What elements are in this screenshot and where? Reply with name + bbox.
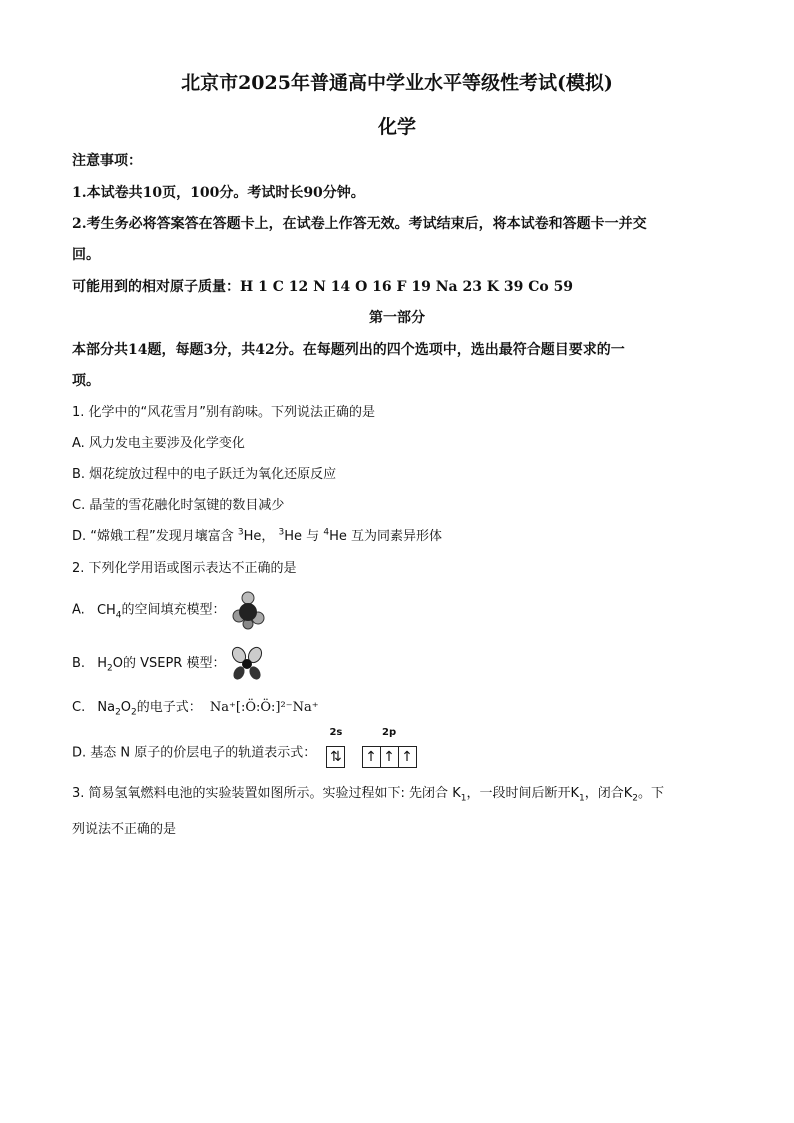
subject-title: 化学 <box>377 116 416 138</box>
q2-a-label: A. <box>72 602 85 618</box>
k1-symbol <box>452 786 467 804</box>
na2o2-formula-sub-na: 2 <box>115 707 121 718</box>
q2-b-text: 的 VSEPR 模型： <box>122 656 226 671</box>
q1-option-a: A. 风力发电主要涉及化学变化 <box>72 436 245 451</box>
q2-option-b <box>72 644 264 684</box>
q2-option-a <box>72 590 266 630</box>
q2-c-label: C. <box>72 700 86 715</box>
q1-option-d <box>72 525 442 544</box>
q3-text-c: ，闭合 <box>584 786 624 801</box>
part-1-intro-line-2: 项。 <box>72 373 100 389</box>
n-valence-orbital-diagram <box>326 728 416 778</box>
notice-item-2-line-2: 回。 <box>72 247 100 263</box>
k2-symbol <box>623 786 639 804</box>
ch4-formula-sub: 4 <box>115 610 122 621</box>
part-1-intro-line-1: 本部分共14题，每题3分，共42分。在每题列出的四个选项中，选出最符合题目要求的一 <box>72 342 625 358</box>
q2-b-label: B. <box>72 656 86 671</box>
q1-option-b: B. 烟花绽放过程中的电子跃迁为氧化还原反应 <box>72 467 337 482</box>
q3-text-b: ，一段时间后断开 <box>466 786 571 801</box>
h2o-formula-sub: 2 <box>106 663 113 674</box>
q2-a-text: 的空间填充模型： <box>121 602 226 618</box>
k-letter: K <box>452 786 461 801</box>
orbital-2p-box: ↑ <box>381 747 399 767</box>
orbital-2p-label: 2p <box>381 727 397 738</box>
notice-item-2-line-1: 2.考生务必将答案答在答题卡上，在试卷上作答无效。考试结束后，将本试卷和答题卡一并交 <box>72 216 647 232</box>
na2o2-electron-formula: Na⁺[:Ö:Ö:]²⁻Na⁺ <box>209 700 319 715</box>
q3-stem-line-2: 列说法不正确的是 <box>72 822 177 837</box>
q2-option-d <box>72 728 417 768</box>
k-subscript: 2 <box>632 793 639 804</box>
na2o2-formula-na: Na <box>97 700 116 715</box>
he3-superscript: 3 <box>237 527 244 538</box>
exam-title: 北京市2025年普通高中学业水平等级性考试(模拟) <box>181 72 613 94</box>
notice-heading: 注意事项： <box>72 153 142 169</box>
k-subscript: 1 <box>460 793 467 804</box>
q1-he3-a: He， <box>243 529 275 544</box>
na2o2-formula-o: O <box>120 700 132 715</box>
orbital-2p-group <box>362 728 417 778</box>
k1-symbol <box>570 786 585 804</box>
h2o-formula <box>97 656 123 674</box>
q3-text-d: 。下 <box>638 786 665 801</box>
atomic-mass-line: 可能用到的相对原子质量：H 1 C 12 N 14 O 16 F 19 Na 23 K 39 Co 59 <box>72 279 574 295</box>
q2-d-text: D. 基态 N 原子的价层电子的轨道表示式： <box>72 745 317 761</box>
notice-item-1: 1.本试卷共10页，100分。考试时长90分钟。 <box>72 185 365 201</box>
orbital-2s-label: 2s <box>329 727 343 738</box>
ch4-formula <box>96 602 122 621</box>
k-letter: K <box>570 786 580 801</box>
q1-he4: He 互为同素异形体 <box>329 529 442 544</box>
q1-option-c: C. 晶莹的雪花融化时氢键的数目减少 <box>72 498 285 513</box>
ch4-formula-main: CH <box>96 602 116 618</box>
h2o-vsepr-model-image <box>230 645 264 683</box>
q3-text-a: 3. 简易氢氧燃料电池的实验装置如图所示。实验过程如下: 先闭合 <box>72 786 449 801</box>
q1-option-d-prefix: D. “嫦娥工程”发现月壤富含 <box>72 529 234 544</box>
k-letter: K <box>623 786 633 801</box>
q2-option-c <box>72 696 319 718</box>
h2o-formula-h: H <box>97 656 107 671</box>
orbital-2s-box: ⇅ <box>326 746 345 768</box>
na2o2-formula-sub-o: 2 <box>131 707 137 718</box>
q2-c-text: 的电子式： <box>136 700 202 715</box>
na2o2-formula <box>97 700 137 718</box>
q2-stem: 2. 下列化学用语或图示表达不正确的是 <box>72 561 297 576</box>
orbital-2p-box: ↑ <box>363 747 381 767</box>
orbital-2s-group <box>326 728 345 778</box>
he3-superscript: 3 <box>278 527 285 538</box>
h2o-formula-o: O <box>112 656 123 671</box>
ch4-space-filling-model-image <box>230 590 266 630</box>
q1-he3-b: He 与 <box>284 529 320 544</box>
q1-stem: 1. 化学中的“风花雪月”别有韵味。下列说法正确的是 <box>72 405 376 420</box>
q3-stem-line-1 <box>72 782 664 804</box>
he4-superscript: 4 <box>323 527 330 538</box>
k-subscript: 1 <box>579 793 585 804</box>
part-1-title: 第一部分 <box>369 310 425 326</box>
orbital-2p-boxes <box>362 746 417 768</box>
orbital-2p-box: ↑ <box>401 749 413 765</box>
